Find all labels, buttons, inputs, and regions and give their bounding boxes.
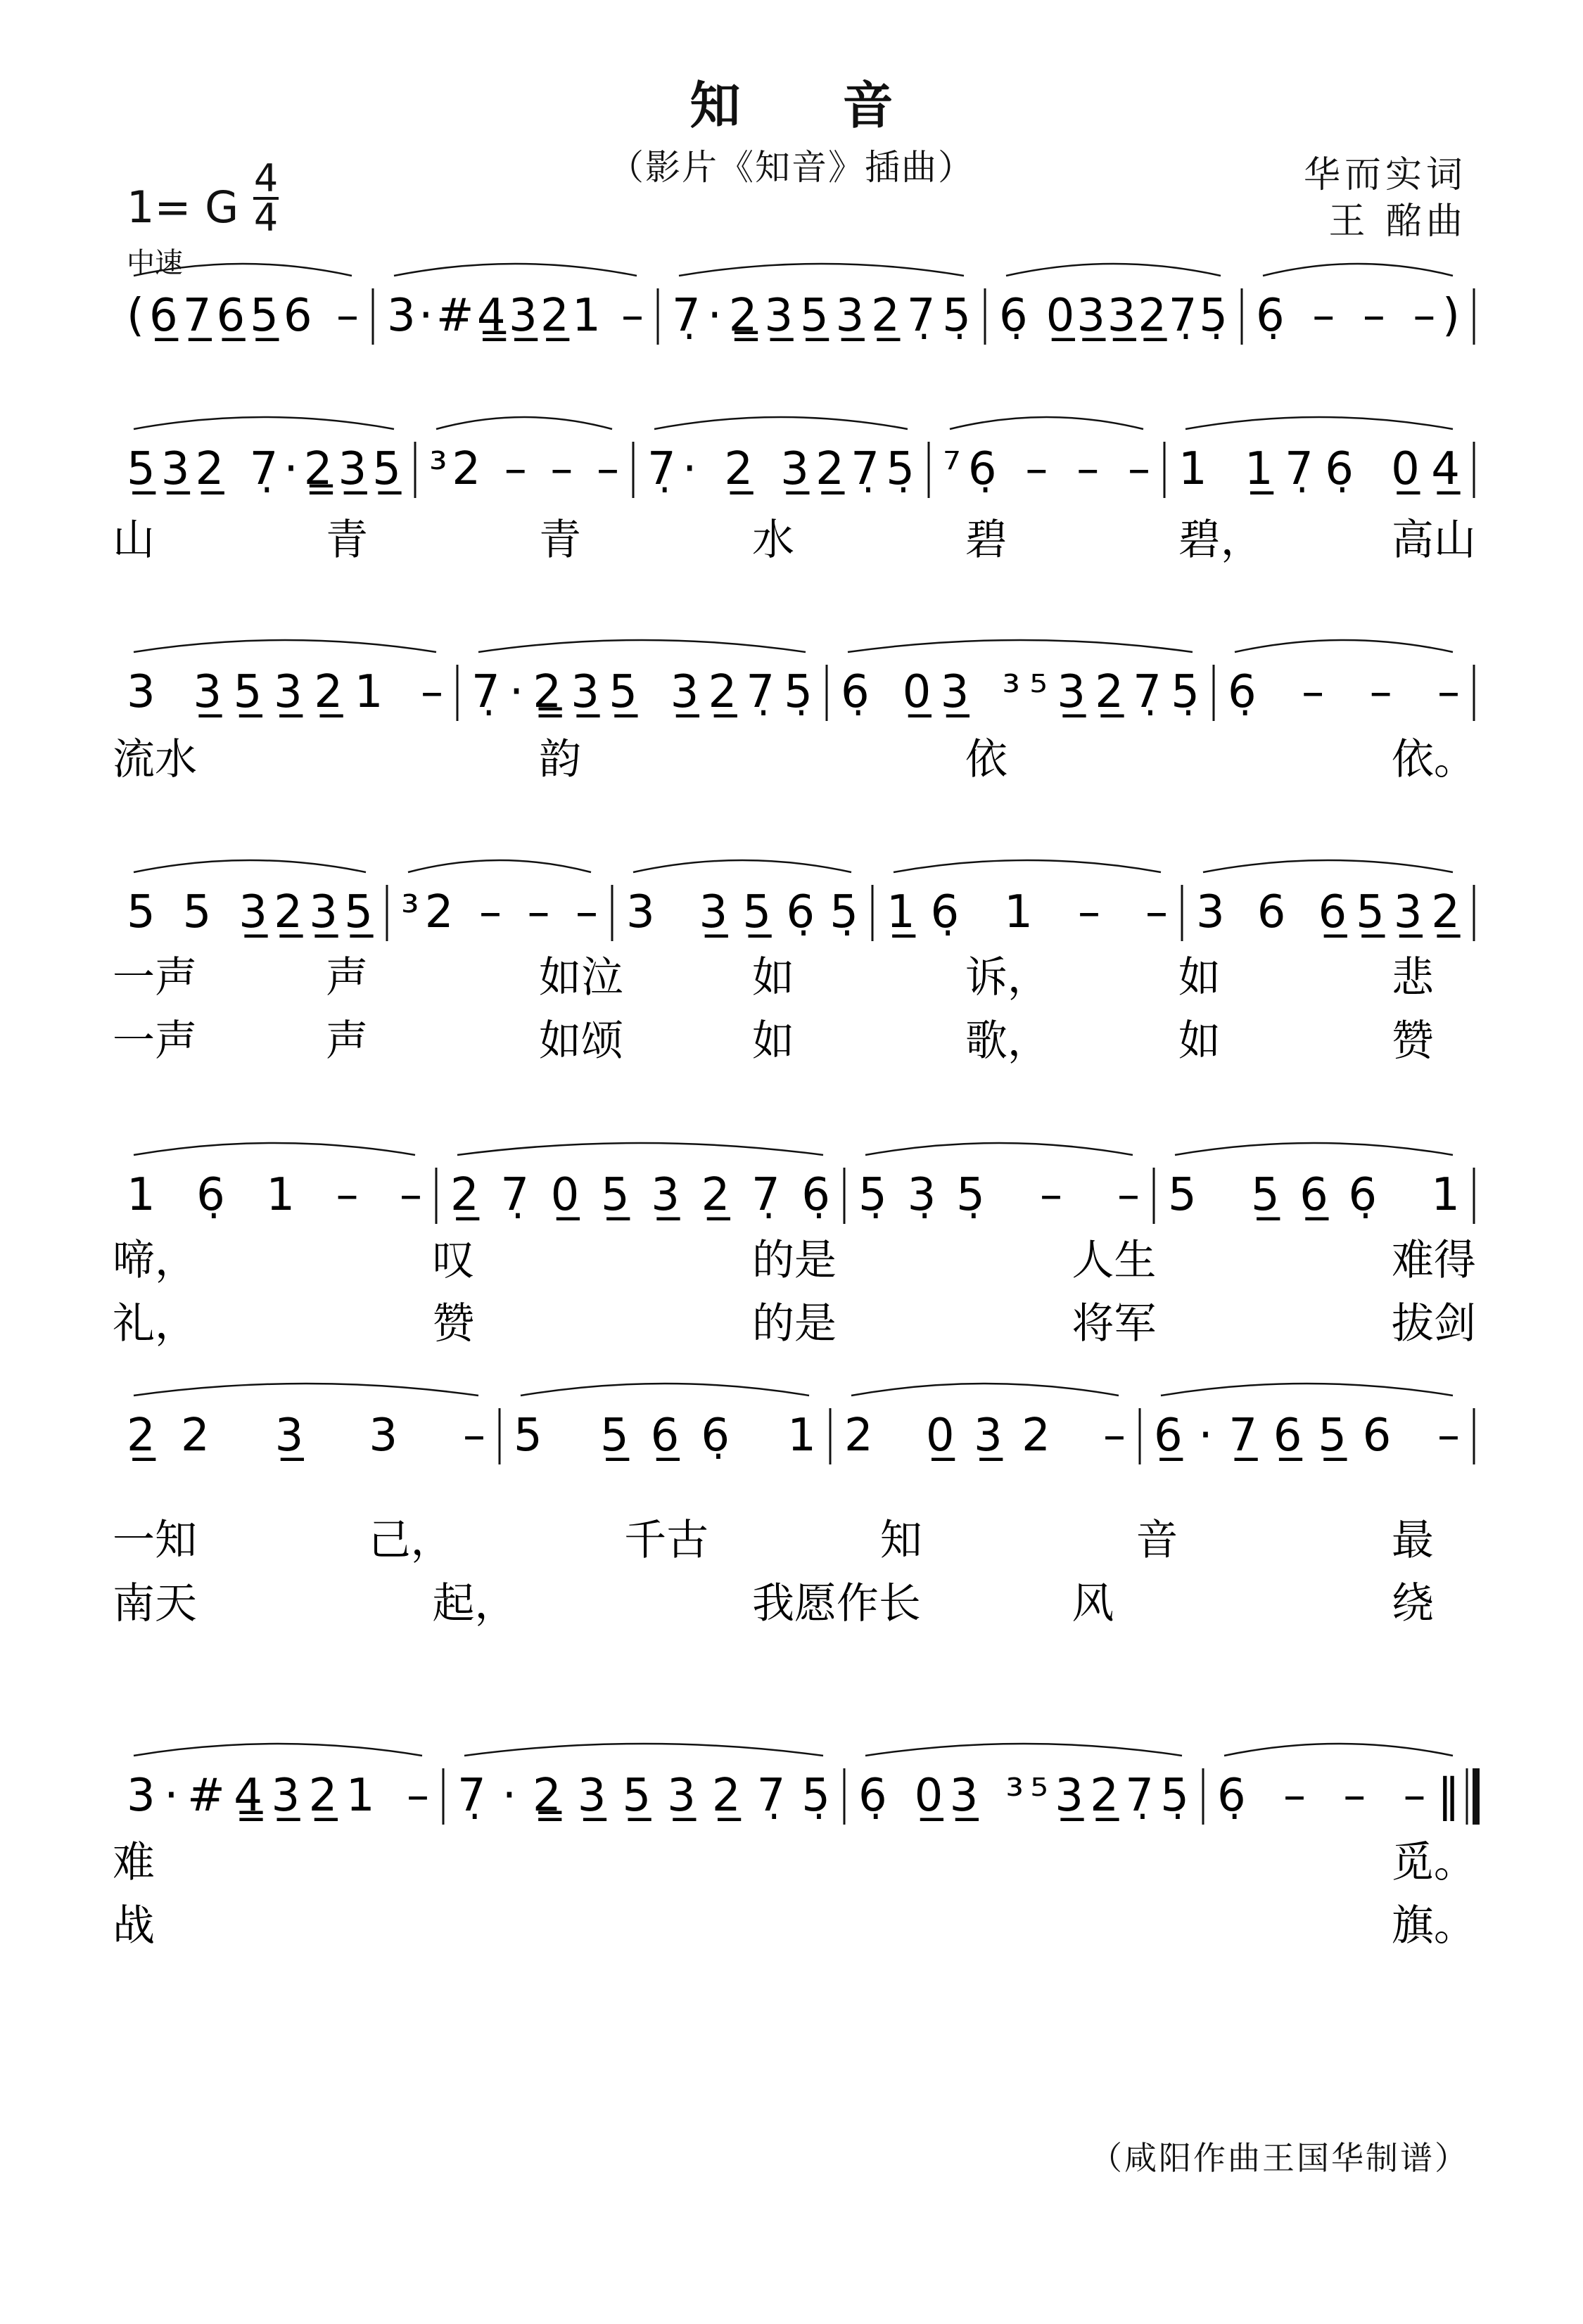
lyric-word: 如泣 [538, 953, 623, 1002]
composer-credit: 王 酩曲 [1328, 200, 1467, 243]
lyric-word: 千古 [624, 1516, 709, 1565]
measure-notes: 2̲7̣0̲5̲3̲2̲7̣6̣ [450, 1169, 830, 1221]
slur [394, 264, 637, 276]
final-barline [1473, 1768, 1480, 1825]
slur [1185, 417, 1453, 429]
lyric-word: 如 [751, 953, 794, 1002]
lyric-word: 如颂 [538, 1016, 623, 1066]
measure-notes: 3 3̲5̲3̲2̲1 – [127, 666, 443, 718]
lyric-word: 韵 [538, 735, 581, 784]
lyric-word: 依。 [1391, 735, 1476, 784]
measure-notes: 3 3̲5̲6̣5̣ [626, 886, 858, 938]
lyric-word: 战 [113, 1901, 155, 1950]
slur [1263, 264, 1453, 276]
measure-notes: 6̣ 0̲3̲ ³⁵3̲2̲7̣5̣ [841, 666, 1200, 718]
measure-notes: 7̣· 2̲ 3̲2̲7̣5̣ [647, 443, 915, 495]
lyric-word: 青 [538, 516, 581, 565]
transcriber-credit: （咸阳作曲王国华制谱） [1090, 2139, 1469, 2177]
slur [851, 1384, 1119, 1396]
lyric-word: 我愿作长 [751, 1579, 921, 1628]
lyric-word: 如 [1178, 953, 1221, 1002]
slur [865, 1143, 1133, 1155]
slur [134, 264, 352, 276]
lyric-word: 起， [432, 1579, 517, 1628]
lyric-word: 声 [325, 1016, 368, 1066]
measure-notes: 6̣ – – – [1228, 666, 1460, 718]
lyric-word: 一声 [113, 953, 197, 1002]
measure-notes: 1 1̲7̣6̣ 0̲4̲ [1178, 443, 1460, 495]
measure-notes: 2̲2 3̲ 3 – [127, 1410, 485, 1462]
measure-notes: 3·#4̳3̲2̲1 – [387, 290, 644, 342]
lyric-word: 诉， [965, 953, 1050, 1002]
slur [134, 860, 366, 872]
lyric-word: 一知 [113, 1516, 197, 1565]
slur [950, 417, 1143, 429]
measure-notes: 3 6 6̲5̲3̲2̲ [1196, 886, 1460, 938]
lyric-word: 将军 [1072, 1299, 1157, 1348]
measure-notes: 5 5̲6̲6̣ 1 [1168, 1169, 1460, 1221]
measure-notes: 6̣ 0̲3̲ ³⁵3̲2̲7̣5̣ [858, 1770, 1189, 1822]
measure-notes: 5̣3̣5̣ – – [858, 1169, 1140, 1221]
tempo-marking: 中速 [127, 247, 183, 279]
slur [654, 417, 908, 429]
song-title: 知 音 [689, 75, 936, 135]
measure-notes: 1 6̣ 1 – – [127, 1169, 422, 1221]
slur [408, 860, 591, 872]
lyric-word: 旗。 [1391, 1901, 1476, 1950]
lyric-word: 如 [751, 1016, 794, 1066]
lyric-word: 歌， [965, 1016, 1050, 1066]
lyric-word: 人生 [1072, 1236, 1157, 1285]
measure-notes: ⁷6̣ – – – [943, 443, 1150, 495]
slur [464, 1744, 823, 1756]
measure-notes: 7̣·2̳3̲5̲ 3̲2̲7̣5̣ [471, 666, 813, 718]
slur [436, 417, 612, 429]
slur [633, 860, 851, 872]
measure-notes: 1̲6̣ 1 – – [886, 886, 1168, 938]
lyric-word: 礼， [113, 1299, 197, 1348]
lyric-word: 依 [965, 735, 1007, 784]
slur [134, 640, 436, 652]
slur [1006, 264, 1221, 276]
lyric-word: 碧， [1178, 516, 1263, 565]
song-subtitle: （影片《知音》插曲） [609, 147, 974, 188]
lyric-word: 碧 [965, 516, 1007, 565]
lyric-word: 啼， [113, 1236, 197, 1285]
lyric-word: 水 [751, 516, 794, 565]
slur [1203, 860, 1453, 872]
slur [134, 417, 394, 429]
lyric-word: 青 [325, 516, 368, 565]
measure-notes: 5 5 3̲2̲3̲5̲ [127, 886, 373, 938]
lyricist-credit: 华而实词 [1303, 154, 1467, 196]
lyric-word: 赞 [1391, 1016, 1434, 1066]
measure-notes: 5 5̲6̲6̣ 1 [514, 1410, 816, 1462]
slur [134, 1744, 422, 1756]
lyric-word: 拔剑 [1391, 1299, 1476, 1348]
lyric-word: 己， [368, 1516, 453, 1565]
lyric-word: 如 [1178, 1016, 1221, 1066]
measure-notes: 5̲3̲2̲ 7̣·2̳3̲5̲ [127, 443, 401, 495]
lyric-word: 赞 [432, 1299, 475, 1348]
slur [865, 1744, 1182, 1756]
lyric-word: 山 [113, 516, 155, 565]
slur [679, 264, 964, 276]
lyric-word: 知 [879, 1516, 922, 1565]
lyric-word: 的是 [751, 1236, 837, 1285]
measure-notes: 6̣ – – –) [1256, 290, 1460, 342]
lyric-word: 觅。 [1391, 1838, 1476, 1887]
measure-notes: 7̣·2̳3̲5̲3̲2̲7̣5̣ [672, 290, 971, 342]
measure-notes: 7̣·2̳3̲5̲3̲2̲7̣5̣ [457, 1770, 830, 1822]
measure-notes: 6̣ – – –‖ [1217, 1770, 1460, 1822]
lyric-word: 高山 [1391, 516, 1476, 565]
slur [478, 640, 806, 652]
time-signature-top: 4 [253, 156, 279, 200]
key-signature: 1= G [127, 181, 239, 233]
measure-notes: 6̲·7̲6̲5̲6 – [1154, 1410, 1460, 1462]
slur [1235, 640, 1453, 652]
measure-notes: 2 0̲3̲2 – [844, 1410, 1126, 1462]
lyric-word: 难 [113, 1838, 155, 1887]
lyric-word: 南天 [113, 1579, 197, 1628]
lyric-word: 声 [325, 953, 368, 1002]
lyric-word: 流水 [113, 735, 197, 784]
slur [1161, 1384, 1453, 1396]
lyric-word: 叹 [432, 1236, 475, 1285]
slur [134, 1384, 478, 1396]
measure-notes: ³2 – – – [401, 886, 598, 938]
slur [1224, 1744, 1453, 1756]
measure-notes: ³2 – – – [429, 443, 619, 495]
slur [134, 1143, 415, 1155]
lyric-word: 最 [1391, 1516, 1434, 1565]
measure-notes: 3·#4̳3̲2̲1 – [127, 1770, 429, 1822]
measure-notes: (6̲7̲6̲5̲6 – [127, 290, 359, 342]
lyric-word: 悲 [1391, 953, 1434, 1002]
slur [521, 1384, 809, 1396]
lyric-word: 的是 [751, 1299, 837, 1348]
slur [457, 1143, 823, 1155]
lyric-word: 难得 [1391, 1236, 1476, 1285]
slur [894, 860, 1161, 872]
lyric-word: 音 [1136, 1516, 1178, 1565]
time-signature-bottom: 4 [253, 196, 279, 240]
slur [848, 640, 1193, 652]
measure-notes: 6̣ 0̲3̲3̲2̲7̣5̣ [999, 290, 1228, 342]
slur [1175, 1143, 1453, 1155]
lyric-word: 风 [1072, 1579, 1114, 1628]
lyric-word: 绕 [1391, 1579, 1434, 1628]
lyric-word: 一声 [113, 1016, 197, 1066]
